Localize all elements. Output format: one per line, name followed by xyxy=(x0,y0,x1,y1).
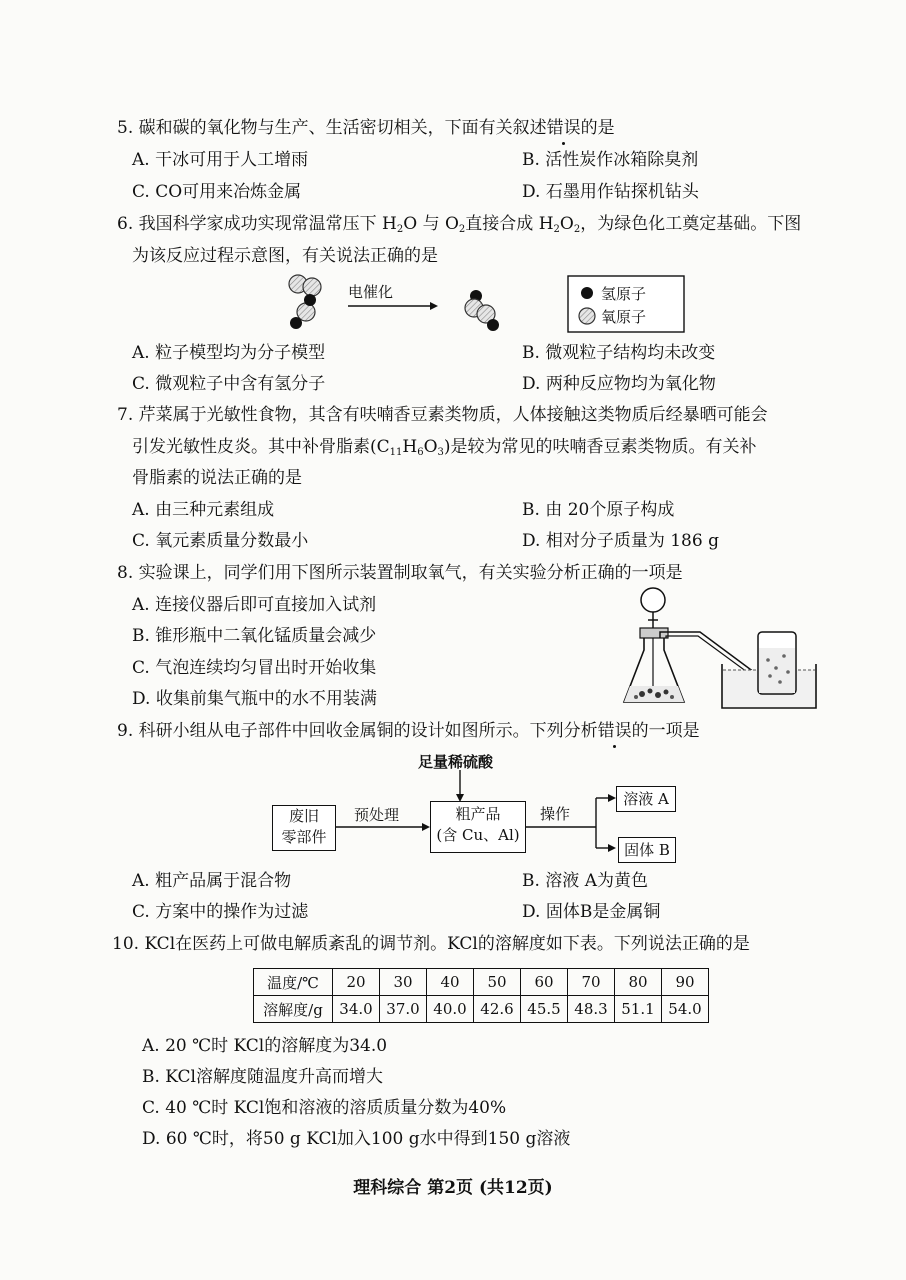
q10-stem: 10. KCl在医药上可做电解质紊乱的调节剂。KCl的溶解度如下表。下列说法正确的是 xyxy=(112,934,750,954)
q5-option-a: A. 干冰可用于人工增雨 xyxy=(132,150,309,170)
solution-a-box: 溶液 A xyxy=(616,786,676,812)
q8-option-c: C. 气泡连续均匀冒出时开始收集 xyxy=(132,658,377,678)
q8-option-d: D. 收集前集气瓶中的水不用装满 xyxy=(132,689,377,709)
page-footer: 理科综合 第2页 (共12页) xyxy=(353,1178,553,1198)
h2o-molecule xyxy=(290,294,316,329)
q9-option-c: C. 方案中的操作为过滤 xyxy=(132,902,309,922)
temperature-header: 温度/℃ xyxy=(254,969,333,996)
q8-stem: 8. 实验课上，同学们用下图所示装置制取氧气，有关实验分析正确的一项是 xyxy=(117,563,683,583)
temp-cell: 40 xyxy=(427,969,474,996)
q8-option-a: A. 连接仪器后即可直接加入试剂 xyxy=(132,595,377,615)
solubility-cell: 37.0 xyxy=(380,996,427,1023)
operation-label: 操作 xyxy=(540,805,571,823)
reagent-label: 足量稀硫酸 xyxy=(418,753,494,771)
q7-option-b: B. 由 20个原子构成 xyxy=(522,500,675,520)
temp-cell: 90 xyxy=(662,969,709,996)
solubility-cell: 45.5 xyxy=(521,996,568,1023)
legend-hydrogen-label: 氢原子 xyxy=(601,285,647,303)
hydrogen-atom-icon xyxy=(581,287,593,299)
q6-stem-line2: 为该反应过程示意图，有关说法正确的是 xyxy=(132,246,438,266)
temp-cell: 80 xyxy=(615,969,662,996)
solubility-cell: 42.6 xyxy=(474,996,521,1023)
q9-option-d: D. 固体B是金属铜 xyxy=(522,902,661,922)
q10-option-a: A. 20 ℃时 KCl的溶解度为34.0 xyxy=(142,1036,388,1056)
q7-stem-line1: 7. 芹菜属于光敏性食物，其含有呋喃香豆素类物质，人体接触这类物质后经暴晒可能会 xyxy=(117,405,768,425)
q5-stem: 5. 碳和碳的氧化物与生产、生活密切相关，下面有关叙述错误的是 xyxy=(117,118,615,138)
temp-cell: 20 xyxy=(333,969,380,996)
solid-b-box: 固体 B xyxy=(618,837,676,863)
q5-option-b: B. 活性炭作冰箱除臭剂 xyxy=(522,150,699,170)
crude-line1: 粗产品 xyxy=(455,805,501,823)
q7-stem-line3: 骨脂素的说法正确的是 xyxy=(132,468,302,488)
temp-cell: 60 xyxy=(521,969,568,996)
oxygen-atom-icon xyxy=(579,308,595,324)
crude-product-box xyxy=(430,801,526,853)
temp-cell: 50 xyxy=(474,969,521,996)
solubility-cell: 54.0 xyxy=(662,996,709,1023)
q6-option-c: C. 微观粒子中含有氢分子 xyxy=(132,374,326,394)
oxygen-apparatus-diagram xyxy=(620,584,820,714)
h2o2-molecule xyxy=(465,290,499,331)
q6-option-a: A. 粒子模型均为分子模型 xyxy=(132,343,326,363)
arrow-label: 电催化 xyxy=(348,283,394,301)
solubility-cell: 51.1 xyxy=(615,996,662,1023)
solubility-row xyxy=(254,996,709,1023)
solubility-cell: 34.0 xyxy=(333,996,380,1023)
q10-option-d: D. 60 ℃时，将50 g KCl加入100 g水中得到150 g溶液 xyxy=(142,1129,571,1149)
q9-stem: 9. 科研小组从电子部件中回收金属铜的设计如图所示。下列分析错误的一项是 xyxy=(117,721,700,741)
q6-option-b: B. 微观粒子结构均未改变 xyxy=(522,343,716,363)
pretreat-label: 预处理 xyxy=(354,806,400,824)
q7-option-d: D. 相对分子质量为 186 g xyxy=(522,531,719,551)
q9-option-a: A. 粗产品属于混合物 xyxy=(132,871,292,891)
solubility-cell: 48.3 xyxy=(568,996,615,1023)
temperature-row xyxy=(254,969,709,996)
q10-option-b: B. KCl溶解度随温度升高而增大 xyxy=(142,1067,383,1087)
waste-line2: 零部件 xyxy=(281,828,327,846)
q10-option-c: C. 40 ℃时 KCl饱和溶液的溶质质量分数为40% xyxy=(142,1098,507,1118)
q5-option-d: D. 石墨用作钻探机钻头 xyxy=(522,182,699,202)
temp-cell: 70 xyxy=(568,969,615,996)
solubility-cell: 40.0 xyxy=(427,996,474,1023)
waste-line1: 废旧 xyxy=(288,807,319,825)
q8-option-b: B. 锥形瓶中二氧化锰质量会减少 xyxy=(132,626,377,646)
crude-line2: (含 Cu、Al) xyxy=(436,826,520,844)
q6-stem-line1: 6. 我国科学家成功实现常温常压下 $H_2O$ 与 $O_2$直接合成 $H_2O_2$，为绿色化工奠定基础。下图 xyxy=(117,214,802,235)
legend-oxygen-label: 氧原子 xyxy=(601,308,647,326)
q9-option-b: B. 溶液 A为黄色 xyxy=(522,871,648,891)
o2-molecule xyxy=(289,275,321,296)
q7-stem-line2: 引发光敏性皮炎。其中补骨脂素$(C_{11}H_6O_3)$是较为常见的呋喃香豆素类物质。有关补 xyxy=(132,437,757,458)
solubility-header: 溶解度/g xyxy=(254,996,333,1023)
q6-option-d: D. 两种反应物均为氧化物 xyxy=(522,374,716,394)
temp-cell: 30 xyxy=(380,969,427,996)
kcl-solubility-table xyxy=(253,968,709,1023)
q5-option-c: C. CO可用来冶炼金属 xyxy=(132,182,302,202)
waste-parts-box xyxy=(272,805,336,851)
q7-option-c: C. 氧元素质量分数最小 xyxy=(132,531,309,551)
q7-option-a: A. 由三种元素组成 xyxy=(132,500,275,520)
